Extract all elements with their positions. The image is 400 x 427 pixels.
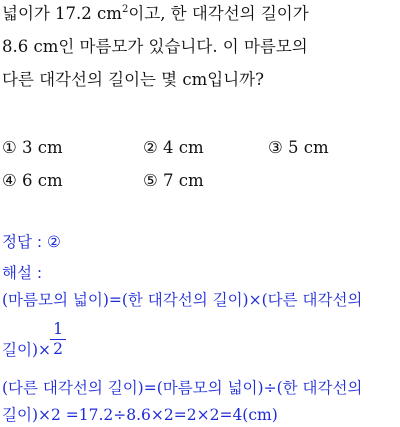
choice-2[interactable]: ② 4 cm xyxy=(143,138,204,157)
choice-1[interactable]: ① 3 cm xyxy=(2,138,63,157)
answer-label: 정답 : ② xyxy=(2,233,61,251)
choice-4[interactable]: ④ 6 cm xyxy=(2,171,63,190)
explanation-line-1: (마름모의 넓이)=(한 대각선의 길이)×(다른 대각선의 xyxy=(2,291,363,309)
question-line-1-end: 이고, 한 대각선의 길이가 xyxy=(128,4,309,23)
explanation-line-3: (다른 대각선의 길이)=(마름모의 넓이)÷(한 대각선의 xyxy=(2,379,363,397)
explanation-line-4: 길이)×2 =17.2÷8.6×2=2×2=4(cm) xyxy=(2,406,278,424)
explanation-line-2: 길이)× xyxy=(2,341,51,359)
question-line-1 xyxy=(2,4,309,24)
question-line-2: 8.6 cm인 마름모가 있습니다. 이 마름모의 xyxy=(2,37,308,56)
area-unit-exponent: 2 xyxy=(121,4,129,15)
choice-5[interactable]: ⑤ 7 cm xyxy=(143,171,204,190)
explanation-heading: 해설 : xyxy=(2,264,43,282)
fraction-numerator: 1 xyxy=(53,320,63,338)
fraction-denominator: 2 xyxy=(53,340,63,358)
choice-3[interactable]: ③ 5 cm xyxy=(268,138,329,157)
question-line-3: 다른 대각선의 길이는 몇 cm입니까? xyxy=(2,70,264,89)
fraction-one-half xyxy=(50,320,66,359)
question-line-1-start: 넓이가 17.2 cm xyxy=(2,4,122,23)
